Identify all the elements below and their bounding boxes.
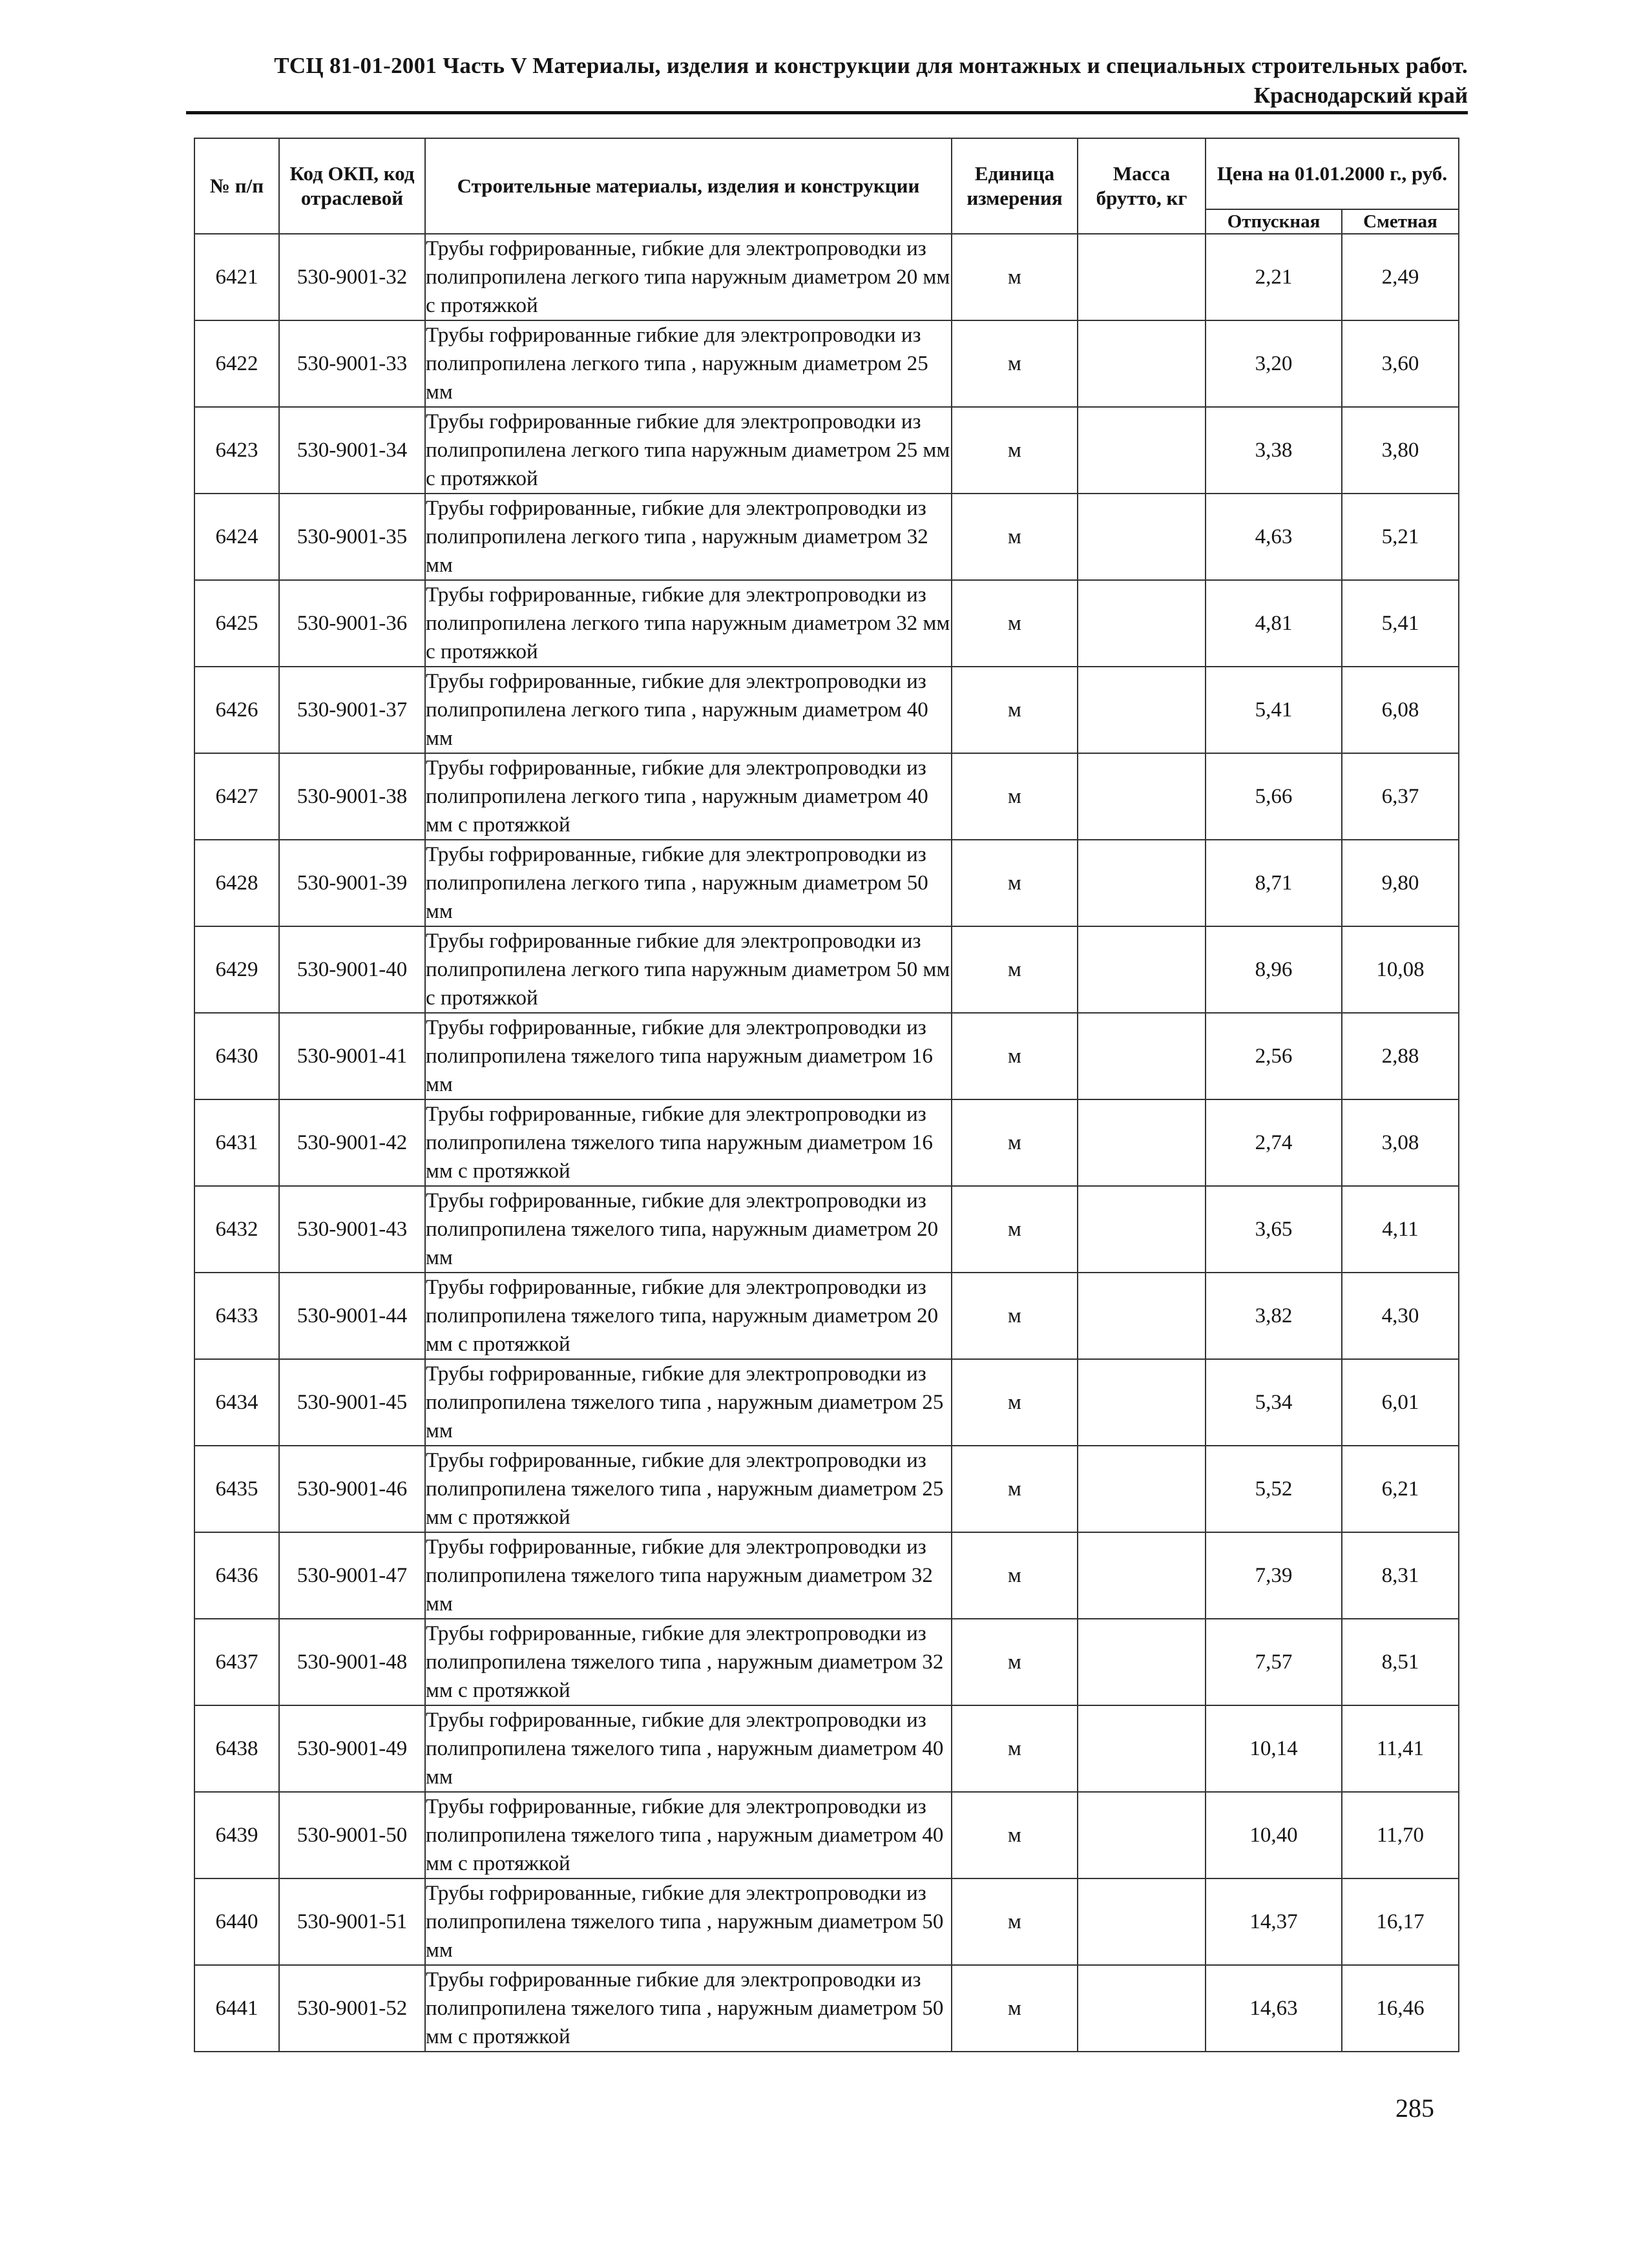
col-header-price-release: Отпускная (1206, 209, 1342, 234)
gross-mass (1078, 1532, 1206, 1619)
gross-mass (1078, 840, 1206, 926)
gross-mass (1078, 1965, 1206, 2052)
table-row (194, 1446, 1459, 1532)
estimate-price: 5,41 (1342, 580, 1459, 667)
okp-code: 530-9001-32 (279, 234, 425, 320)
okp-code: 530-9001-44 (279, 1273, 425, 1359)
material-description: Трубы гофрированные, гибкие для электропроводки из полипропилена тяжелого типа , наружным диаметром 50 мм (425, 1878, 952, 1965)
gross-mass (1078, 1792, 1206, 1878)
estimate-price: 2,49 (1342, 234, 1459, 320)
estimate-price: 4,11 (1342, 1186, 1459, 1273)
okp-code: 530-9001-51 (279, 1878, 425, 1965)
okp-code: 530-9001-47 (279, 1532, 425, 1619)
unit-of-measure: м (952, 580, 1078, 667)
unit-of-measure: м (952, 753, 1078, 840)
unit-of-measure: м (952, 1532, 1078, 1619)
release-price: 7,39 (1206, 1532, 1342, 1619)
col-header-unit: Единица измерения (952, 138, 1078, 234)
unit-of-measure: м (952, 1965, 1078, 2052)
gross-mass (1078, 753, 1206, 840)
release-price: 2,21 (1206, 234, 1342, 320)
row-number: 6441 (194, 1965, 279, 2052)
table-row (194, 234, 1459, 320)
unit-of-measure: м (952, 1273, 1078, 1359)
okp-code: 530-9001-40 (279, 926, 425, 1013)
estimate-price: 6,01 (1342, 1359, 1459, 1446)
estimate-price: 3,80 (1342, 407, 1459, 494)
header-divider (186, 111, 1468, 114)
row-number: 6436 (194, 1532, 279, 1619)
okp-code: 530-9001-38 (279, 753, 425, 840)
row-number: 6434 (194, 1359, 279, 1446)
estimate-price: 10,08 (1342, 926, 1459, 1013)
estimate-price: 11,70 (1342, 1792, 1459, 1878)
row-number: 6421 (194, 234, 279, 320)
table-row (194, 667, 1459, 753)
material-description: Трубы гофрированные, гибкие для электропроводки из полипропилена тяжелого типа , наружным диаметром 40 мм с протяжкой (425, 1792, 952, 1878)
gross-mass (1078, 1446, 1206, 1532)
material-description: Трубы гофрированные, гибкие для электропроводки из полипропилена тяжелого типа , наружным диаметром 25 мм с протяжкой (425, 1446, 952, 1532)
material-description: Трубы гофрированные, гибкие для электропроводки из полипропилена тяжелого типа наружным диаметром 16 мм (425, 1013, 952, 1099)
col-header-price-estimate: Сметная (1342, 209, 1459, 234)
material-description: Трубы гофрированные гибкие для электропроводки из полипропилена легкого типа наружным диаметром 50 мм с протяжкой (425, 926, 952, 1013)
table-row (194, 320, 1459, 407)
material-description: Трубы гофрированные, гибкие для электропроводки из полипропилена легкого типа наружным диаметром 32 мм с протяжкой (425, 580, 952, 667)
table-row (194, 494, 1459, 580)
table-row (194, 1878, 1459, 1965)
row-number: 6426 (194, 667, 279, 753)
unit-of-measure: м (952, 320, 1078, 407)
unit-of-measure: м (952, 926, 1078, 1013)
release-price: 8,96 (1206, 926, 1342, 1013)
row-number: 6429 (194, 926, 279, 1013)
unit-of-measure: м (952, 407, 1078, 494)
okp-code: 530-9001-33 (279, 320, 425, 407)
unit-of-measure: м (952, 1359, 1078, 1446)
unit-of-measure: м (952, 1792, 1078, 1878)
material-description: Трубы гофрированные, гибкие для электропроводки из полипропилена тяжелого типа, наружным диаметром 20 мм с протяжкой (425, 1273, 952, 1359)
gross-mass (1078, 494, 1206, 580)
okp-code: 530-9001-49 (279, 1705, 425, 1792)
release-price: 3,20 (1206, 320, 1342, 407)
table-row (194, 1013, 1459, 1099)
table-row (194, 407, 1459, 494)
estimate-price: 8,31 (1342, 1532, 1459, 1619)
material-description: Трубы гофрированные, гибкие для электропроводки из полипропилена тяжелого типа наружным диаметром 32 мм (425, 1532, 952, 1619)
material-description: Трубы гофрированные, гибкие для электропроводки из полипропилена легкого типа наружным диаметром 20 мм с протяжкой (425, 234, 952, 320)
estimate-price: 4,30 (1342, 1273, 1459, 1359)
unit-of-measure: м (952, 1878, 1078, 1965)
gross-mass (1078, 1359, 1206, 1446)
okp-code: 530-9001-42 (279, 1099, 425, 1186)
gross-mass (1078, 234, 1206, 320)
gross-mass (1078, 1099, 1206, 1186)
gross-mass (1078, 1705, 1206, 1792)
table-row (194, 1532, 1459, 1619)
row-number: 6422 (194, 320, 279, 407)
release-price: 8,71 (1206, 840, 1342, 926)
row-number: 6424 (194, 494, 279, 580)
unit-of-measure: м (952, 1099, 1078, 1186)
okp-code: 530-9001-35 (279, 494, 425, 580)
material-description: Трубы гофрированные гибкие для электропроводки из полипропилена тяжелого типа , наружным диаметром 50 мм с протяжкой (425, 1965, 952, 2052)
estimate-price: 16,46 (1342, 1965, 1459, 2052)
table-row (194, 840, 1459, 926)
okp-code: 530-9001-43 (279, 1186, 425, 1273)
estimate-price: 3,60 (1342, 320, 1459, 407)
table-row (194, 1705, 1459, 1792)
col-header-material: Строительные материалы, изделия и конструкции (425, 138, 952, 234)
gross-mass (1078, 580, 1206, 667)
release-price: 7,57 (1206, 1619, 1342, 1705)
row-number: 6427 (194, 753, 279, 840)
gross-mass (1078, 1878, 1206, 1965)
price-table (194, 138, 1459, 2052)
gross-mass (1078, 667, 1206, 753)
page-number: 285 (1395, 2094, 1434, 2123)
table-row (194, 1099, 1459, 1186)
row-number: 6438 (194, 1705, 279, 1792)
unit-of-measure: м (952, 1705, 1078, 1792)
material-description: Трубы гофрированные, гибкие для электропроводки из полипропилена легкого типа , наружным диаметром 40 мм с протяжкой (425, 753, 952, 840)
gross-mass (1078, 320, 1206, 407)
okp-code: 530-9001-41 (279, 1013, 425, 1099)
material-description: Трубы гофрированные гибкие для электропроводки из полипропилена легкого типа наружным диаметром 25 мм с протяжкой (425, 407, 952, 494)
col-header-mass: Масса брутто, кг (1078, 138, 1206, 234)
material-description: Трубы гофрированные, гибкие для электропроводки из полипропилена легкого типа , наружным диаметром 32 мм (425, 494, 952, 580)
page-header (0, 0, 1650, 116)
table-row (194, 580, 1459, 667)
row-number: 6435 (194, 1446, 279, 1532)
row-number: 6440 (194, 1878, 279, 1965)
estimate-price: 16,17 (1342, 1878, 1459, 1965)
col-header-price: Цена на 01.01.2000 г., руб. (1206, 138, 1459, 209)
col-header-num: № п/п (194, 138, 279, 234)
material-description: Трубы гофрированные, гибкие для электропроводки из полипропилена тяжелого типа , наружным диаметром 32 мм с протяжкой (425, 1619, 952, 1705)
table-row (194, 1186, 1459, 1273)
release-price: 3,38 (1206, 407, 1342, 494)
region-name: Краснодарский край (1253, 83, 1468, 108)
row-number: 6423 (194, 407, 279, 494)
okp-code: 530-9001-39 (279, 840, 425, 926)
unit-of-measure: м (952, 667, 1078, 753)
material-description: Трубы гофрированные, гибкие для электропроводки из полипропилена тяжелого типа , наружным диаметром 25 мм (425, 1359, 952, 1446)
table-row (194, 1359, 1459, 1446)
gross-mass (1078, 1273, 1206, 1359)
gross-mass (1078, 926, 1206, 1013)
unit-of-measure: м (952, 840, 1078, 926)
unit-of-measure: м (952, 494, 1078, 580)
table-row (194, 926, 1459, 1013)
row-number: 6425 (194, 580, 279, 667)
okp-code: 530-9001-36 (279, 580, 425, 667)
unit-of-measure: м (952, 1446, 1078, 1532)
row-number: 6430 (194, 1013, 279, 1099)
estimate-price: 6,37 (1342, 753, 1459, 840)
release-price: 2,74 (1206, 1099, 1342, 1186)
table-row (194, 753, 1459, 840)
estimate-price: 3,08 (1342, 1099, 1459, 1186)
material-description: Трубы гофрированные, гибкие для электропроводки из полипропилена тяжелого типа наружным диаметром 16 мм с протяжкой (425, 1099, 952, 1186)
material-description: Трубы гофрированные, гибкие для электропроводки из полипропилена тяжелого типа, наружным диаметром 20 мм (425, 1186, 952, 1273)
material-description: Трубы гофрированные гибкие для электропроводки из полипропилена легкого типа , наружным диаметром 25 мм (425, 320, 952, 407)
okp-code: 530-9001-34 (279, 407, 425, 494)
col-header-okp: Код ОКП, код отраслевой (279, 138, 425, 234)
release-price: 5,52 (1206, 1446, 1342, 1532)
row-number: 6437 (194, 1619, 279, 1705)
gross-mass (1078, 1013, 1206, 1099)
row-number: 6432 (194, 1186, 279, 1273)
okp-code: 530-9001-52 (279, 1965, 425, 2052)
unit-of-measure: м (952, 1186, 1078, 1273)
document-title: ТСЦ 81-01-2001 Часть V Материалы, изделия и конструкции для монтажных и специальных строительных работ. (274, 53, 1468, 78)
release-price: 5,34 (1206, 1359, 1342, 1446)
okp-code: 530-9001-45 (279, 1359, 425, 1446)
estimate-price: 2,88 (1342, 1013, 1459, 1099)
unit-of-measure: м (952, 1013, 1078, 1099)
release-price: 2,56 (1206, 1013, 1342, 1099)
release-price: 10,14 (1206, 1705, 1342, 1792)
estimate-price: 11,41 (1342, 1705, 1459, 1792)
okp-code: 530-9001-46 (279, 1446, 425, 1532)
row-number: 6428 (194, 840, 279, 926)
row-number: 6433 (194, 1273, 279, 1359)
estimate-price: 8,51 (1342, 1619, 1459, 1705)
gross-mass (1078, 407, 1206, 494)
release-price: 10,40 (1206, 1792, 1342, 1878)
table-row (194, 1273, 1459, 1359)
material-description: Трубы гофрированные, гибкие для электропроводки из полипропилена легкого типа , наружным диаметром 40 мм (425, 667, 952, 753)
release-price: 14,37 (1206, 1878, 1342, 1965)
okp-code: 530-9001-37 (279, 667, 425, 753)
okp-code: 530-9001-48 (279, 1619, 425, 1705)
release-price: 14,63 (1206, 1965, 1342, 2052)
material-description: Трубы гофрированные, гибкие для электропроводки из полипропилена тяжелого типа , наружным диаметром 40 мм (425, 1705, 952, 1792)
estimate-price: 9,80 (1342, 840, 1459, 926)
estimate-price: 6,08 (1342, 667, 1459, 753)
unit-of-measure: м (952, 234, 1078, 320)
material-description: Трубы гофрированные, гибкие для электропроводки из полипропилена легкого типа , наружным диаметром 50 мм (425, 840, 952, 926)
gross-mass (1078, 1619, 1206, 1705)
estimate-price: 5,21 (1342, 494, 1459, 580)
table-row (194, 1619, 1459, 1705)
release-price: 4,63 (1206, 494, 1342, 580)
row-number: 6431 (194, 1099, 279, 1186)
release-price: 5,41 (1206, 667, 1342, 753)
gross-mass (1078, 1186, 1206, 1273)
release-price: 5,66 (1206, 753, 1342, 840)
release-price: 3,82 (1206, 1273, 1342, 1359)
table-body (194, 234, 1459, 2052)
estimate-price: 6,21 (1342, 1446, 1459, 1532)
release-price: 3,65 (1206, 1186, 1342, 1273)
table-row (194, 1965, 1459, 2052)
table-row (194, 1792, 1459, 1878)
row-number: 6439 (194, 1792, 279, 1878)
okp-code: 530-9001-50 (279, 1792, 425, 1878)
release-price: 4,81 (1206, 580, 1342, 667)
unit-of-measure: м (952, 1619, 1078, 1705)
